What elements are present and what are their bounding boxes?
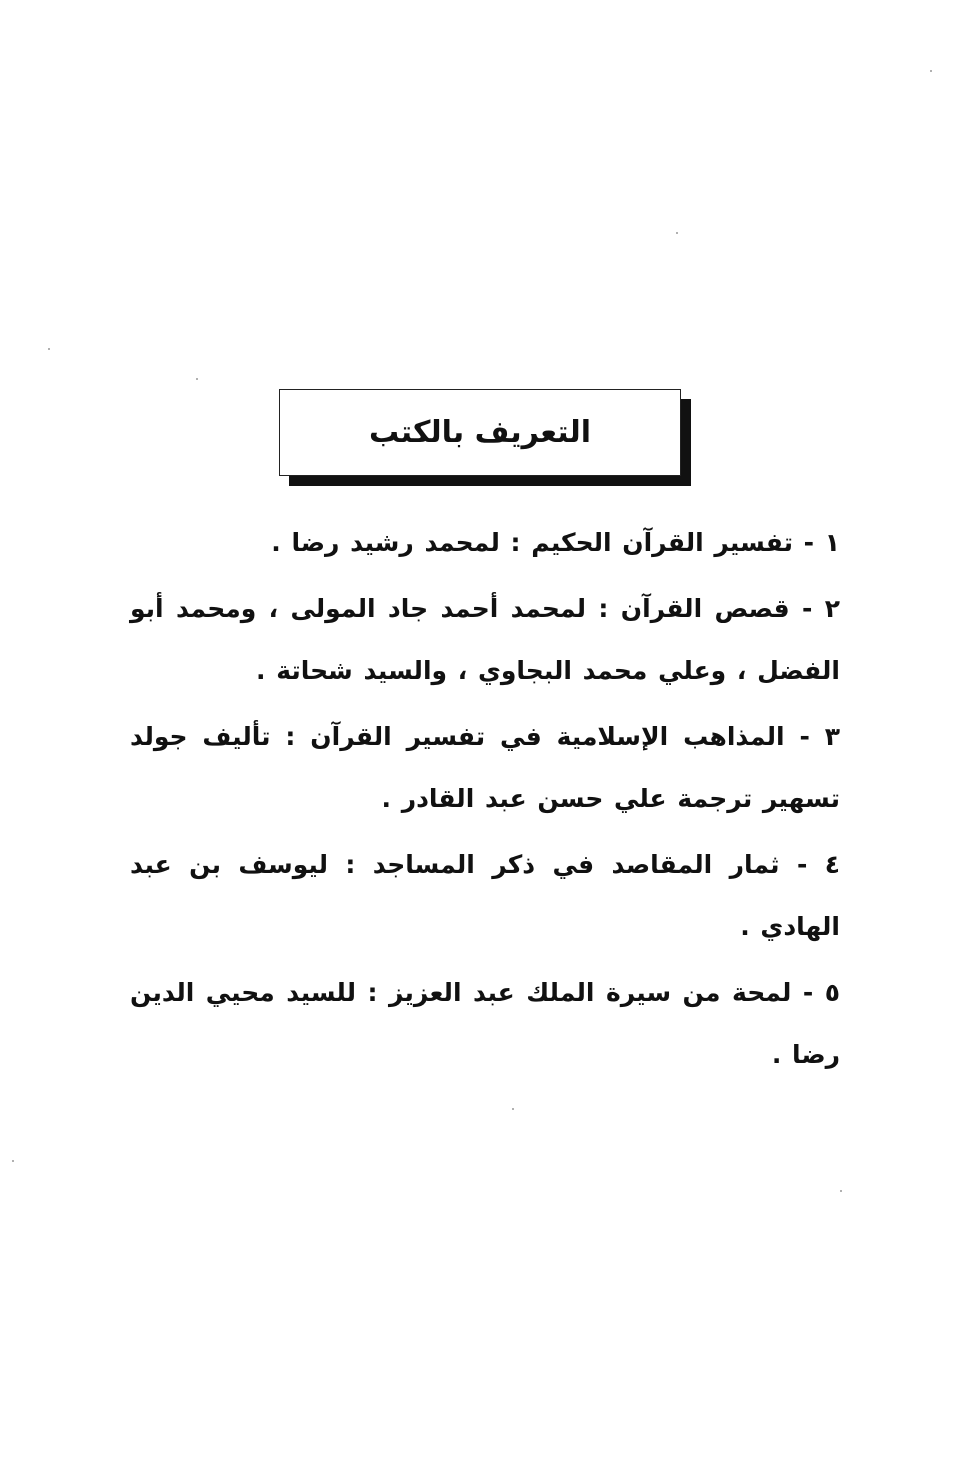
- page-heading: التعريف بالكتب: [368, 415, 592, 450]
- scan-speck: [840, 1190, 842, 1192]
- scan-speck: [12, 1160, 14, 1162]
- scan-speck: [512, 1108, 514, 1110]
- book-entry-5: ٥ - لمحة من سيرة الملك عبد العزيز : للسيد محيي الدين رضا .: [130, 978, 840, 1069]
- book-entry-4: ٤ - ثمار المقاصد في ذكر المساجد : ليوسف بن عبد الهادي .: [130, 850, 840, 941]
- scan-speck: [196, 378, 198, 380]
- scan-speck: [676, 232, 678, 234]
- book-entry-3: ٣ - المذاهب الإسلامية في تفسير القرآن : تأليف جولد تسهير ترجمة علي حسن عبد القادر .: [130, 722, 840, 813]
- heading-box: [279, 389, 681, 476]
- book-entry-2: ٢ - قصص القرآن : لمحمد أحمد جاد المولى ، ومحمد أبو الفضل ، وعلي محمد البجاوي ، والسيد شحاتة .: [130, 594, 840, 685]
- scan-speck: [930, 70, 932, 72]
- book-entry-1: ١ - تفسير القرآن الحكيم : لمحمد رشيد رضا .: [271, 528, 840, 557]
- scan-speck: [48, 348, 50, 350]
- book-list: [130, 512, 840, 1090]
